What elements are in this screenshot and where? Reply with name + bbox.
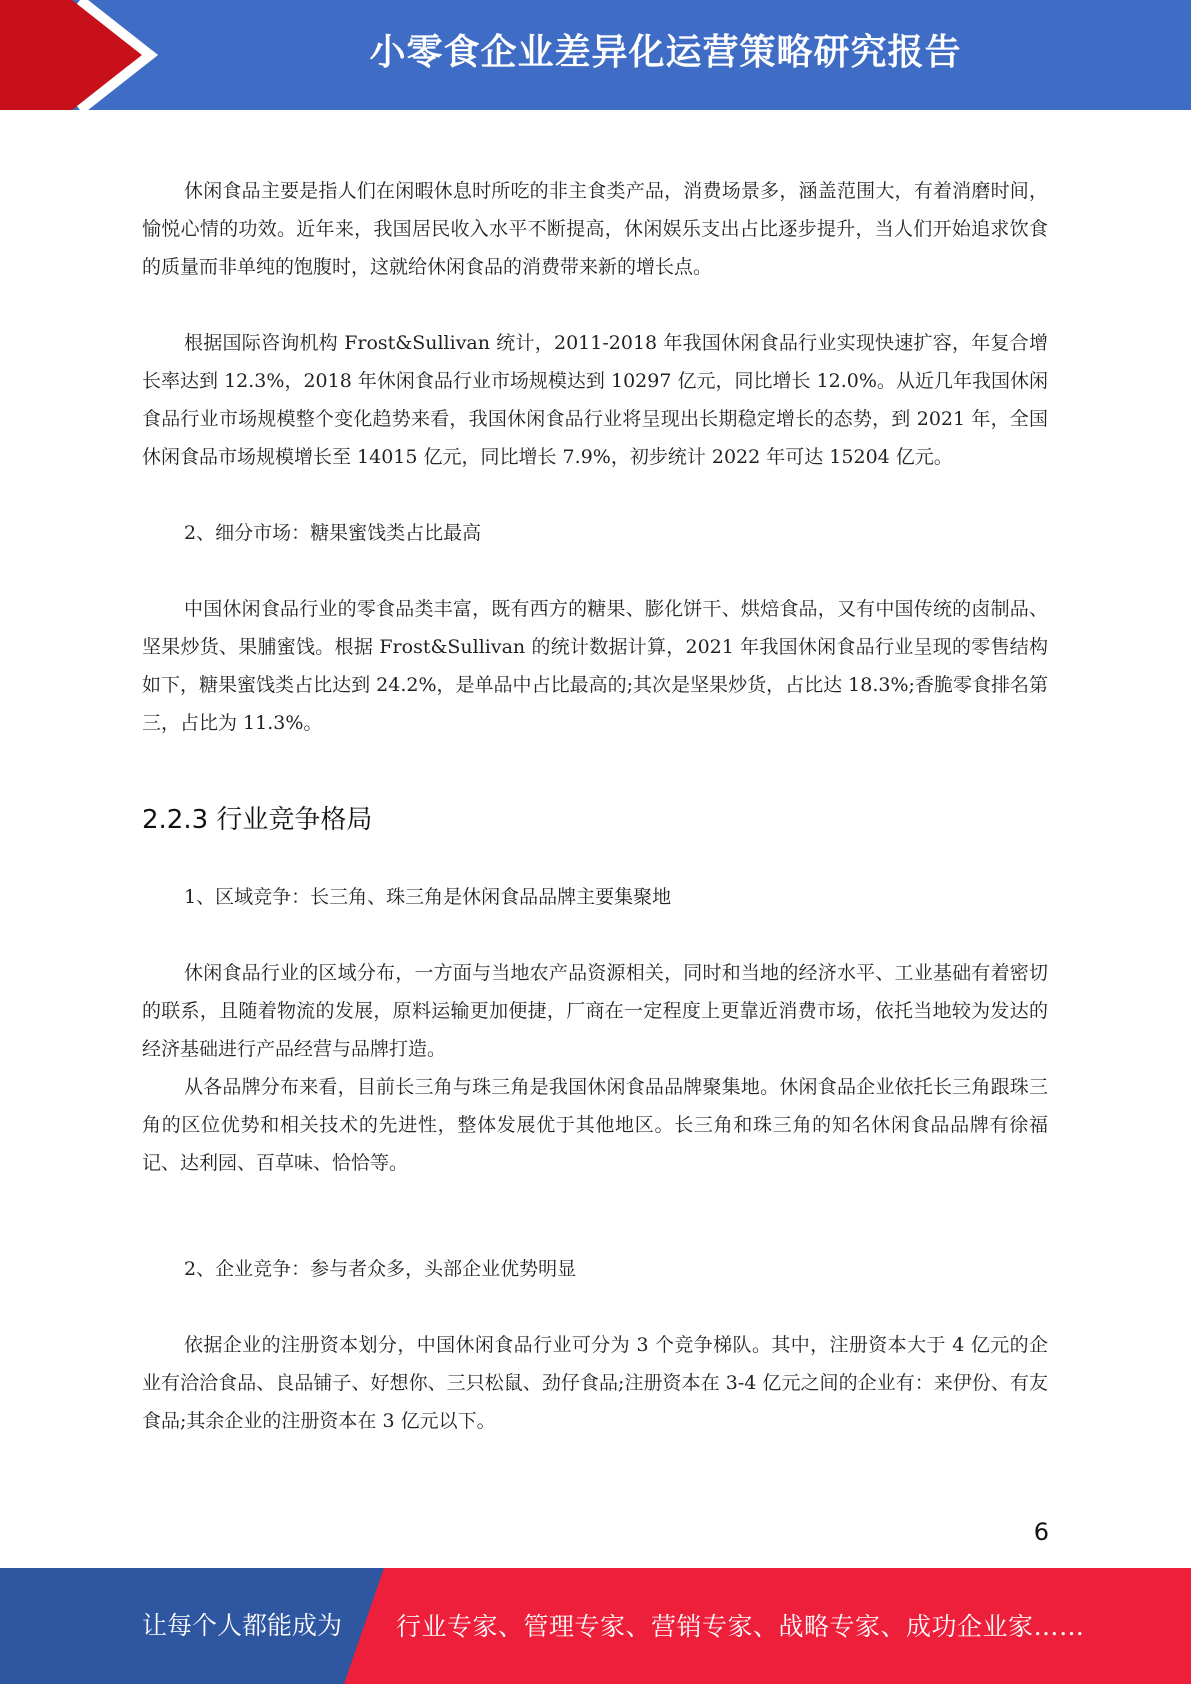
page-number: 6: [1033, 1518, 1049, 1546]
paragraph-market-size: 根据国际咨询机构 Frost&Sullivan 统计，2011-2018 年我国休闲食品行业实现快速扩容，年复合增长率达到 12.3%，2018 年休闲食品行业市场规模达到 10297 亿元，同比增长 12.0%。从近几年我国休闲食品行业市场规模整个变化趋势来看，我国休闲食品行业将呈现出长期稳定增长的态势，到 2021 年，全国休闲食品市场规模增长至 14015 亿元，同比增长 7.9%，初步统计 2022 年可达 15204 亿元。: [142, 332, 1048, 468]
footer-banner: [0, 1568, 1191, 1684]
section-heading-competition: 2.2.3 行业竞争格局: [142, 805, 373, 835]
subheading-regional-competition: 1、区域竞争：长三角、珠三角是休闲食品品牌主要集聚地: [184, 886, 672, 908]
paragraph-brand-distribution: 从各品牌分布来看，目前长三角与珠三角是我国休闲食品品牌聚集地。休闲食品企业依托长三角跟珠三角的区位优势和相关技术的先进性，整体发展优于其他地区。长三角和珠三角的知名休闲食品品牌有徐福记、达利园、百草味、恰恰等。: [142, 1076, 1048, 1174]
paragraph-regional-distribution: 休闲食品行业的区域分布，一方面与当地农产品资源相关，同时和当地的经济水平、工业基础有着密切的联系，且随着物流的发展，原料运输更加便捷，厂商在一定程度上更靠近消费市场，依托当地较为发达的经济基础进行产品经营与品牌打造。: [142, 962, 1048, 1060]
subheading-enterprise-competition: 2、企业竞争：参与者众多，头部企业优势明显: [184, 1258, 577, 1280]
chevron-arrow-icon: [0, 0, 160, 110]
paragraph-leisure-food-definition: 休闲食品主要是指人们在闲暇休息时所吃的非主食类产品，消费场景多，涵盖范围大，有着消磨时间，愉悦心情的功效。近年来，我国居民收入水平不断提高，休闲娱乐支出占比逐步提升，当人们开始追求饮食的质量而非单纯的饱腹时，这就给休闲食品的消费带来新的增长点。: [142, 180, 1048, 278]
document-body: [142, 172, 1048, 1440]
footer-slogan-right: 行业专家、管理专家、营销专家、战略专家、成功企业家……: [396, 1612, 1085, 1641]
header-banner: [0, 0, 1191, 110]
paragraph-retail-structure: 中国休闲食品行业的零食品类丰富，既有西方的糖果、膨化饼干、烘焙食品，又有中国传统的卤制品、坚果炒货、果脯蜜饯。根据 Frost&Sullivan 的统计数据计算，2021 年我国休闲食品行业呈现的零售结构如下，糖果蜜饯类占比达到 24.2%，是单品中占比最高的;其次是坚果炒货，占比达 18.3%;香脆零食排名第三，占比为 11.3%。: [142, 598, 1048, 734]
footer-slogan-left: 让每个人都能成为: [142, 1611, 343, 1640]
paragraph-competition-tiers: 依据企业的注册资本划分，中国休闲食品行业可分为 3 个竞争梯队。其中，注册资本大于 4 亿元的企业有洽洽食品、良品铺子、好想你、三只松鼠、劲仔食品;注册资本在 3-4 亿元之间的企业有：来伊份、有友食品;其余企业的注册资本在 3 亿元以下。: [142, 1334, 1048, 1432]
report-title: 小零食企业差异化运营策略研究报告: [369, 32, 962, 73]
subheading-segment-market: 2、细分市场：糖果蜜饯类占比最高: [184, 522, 482, 544]
